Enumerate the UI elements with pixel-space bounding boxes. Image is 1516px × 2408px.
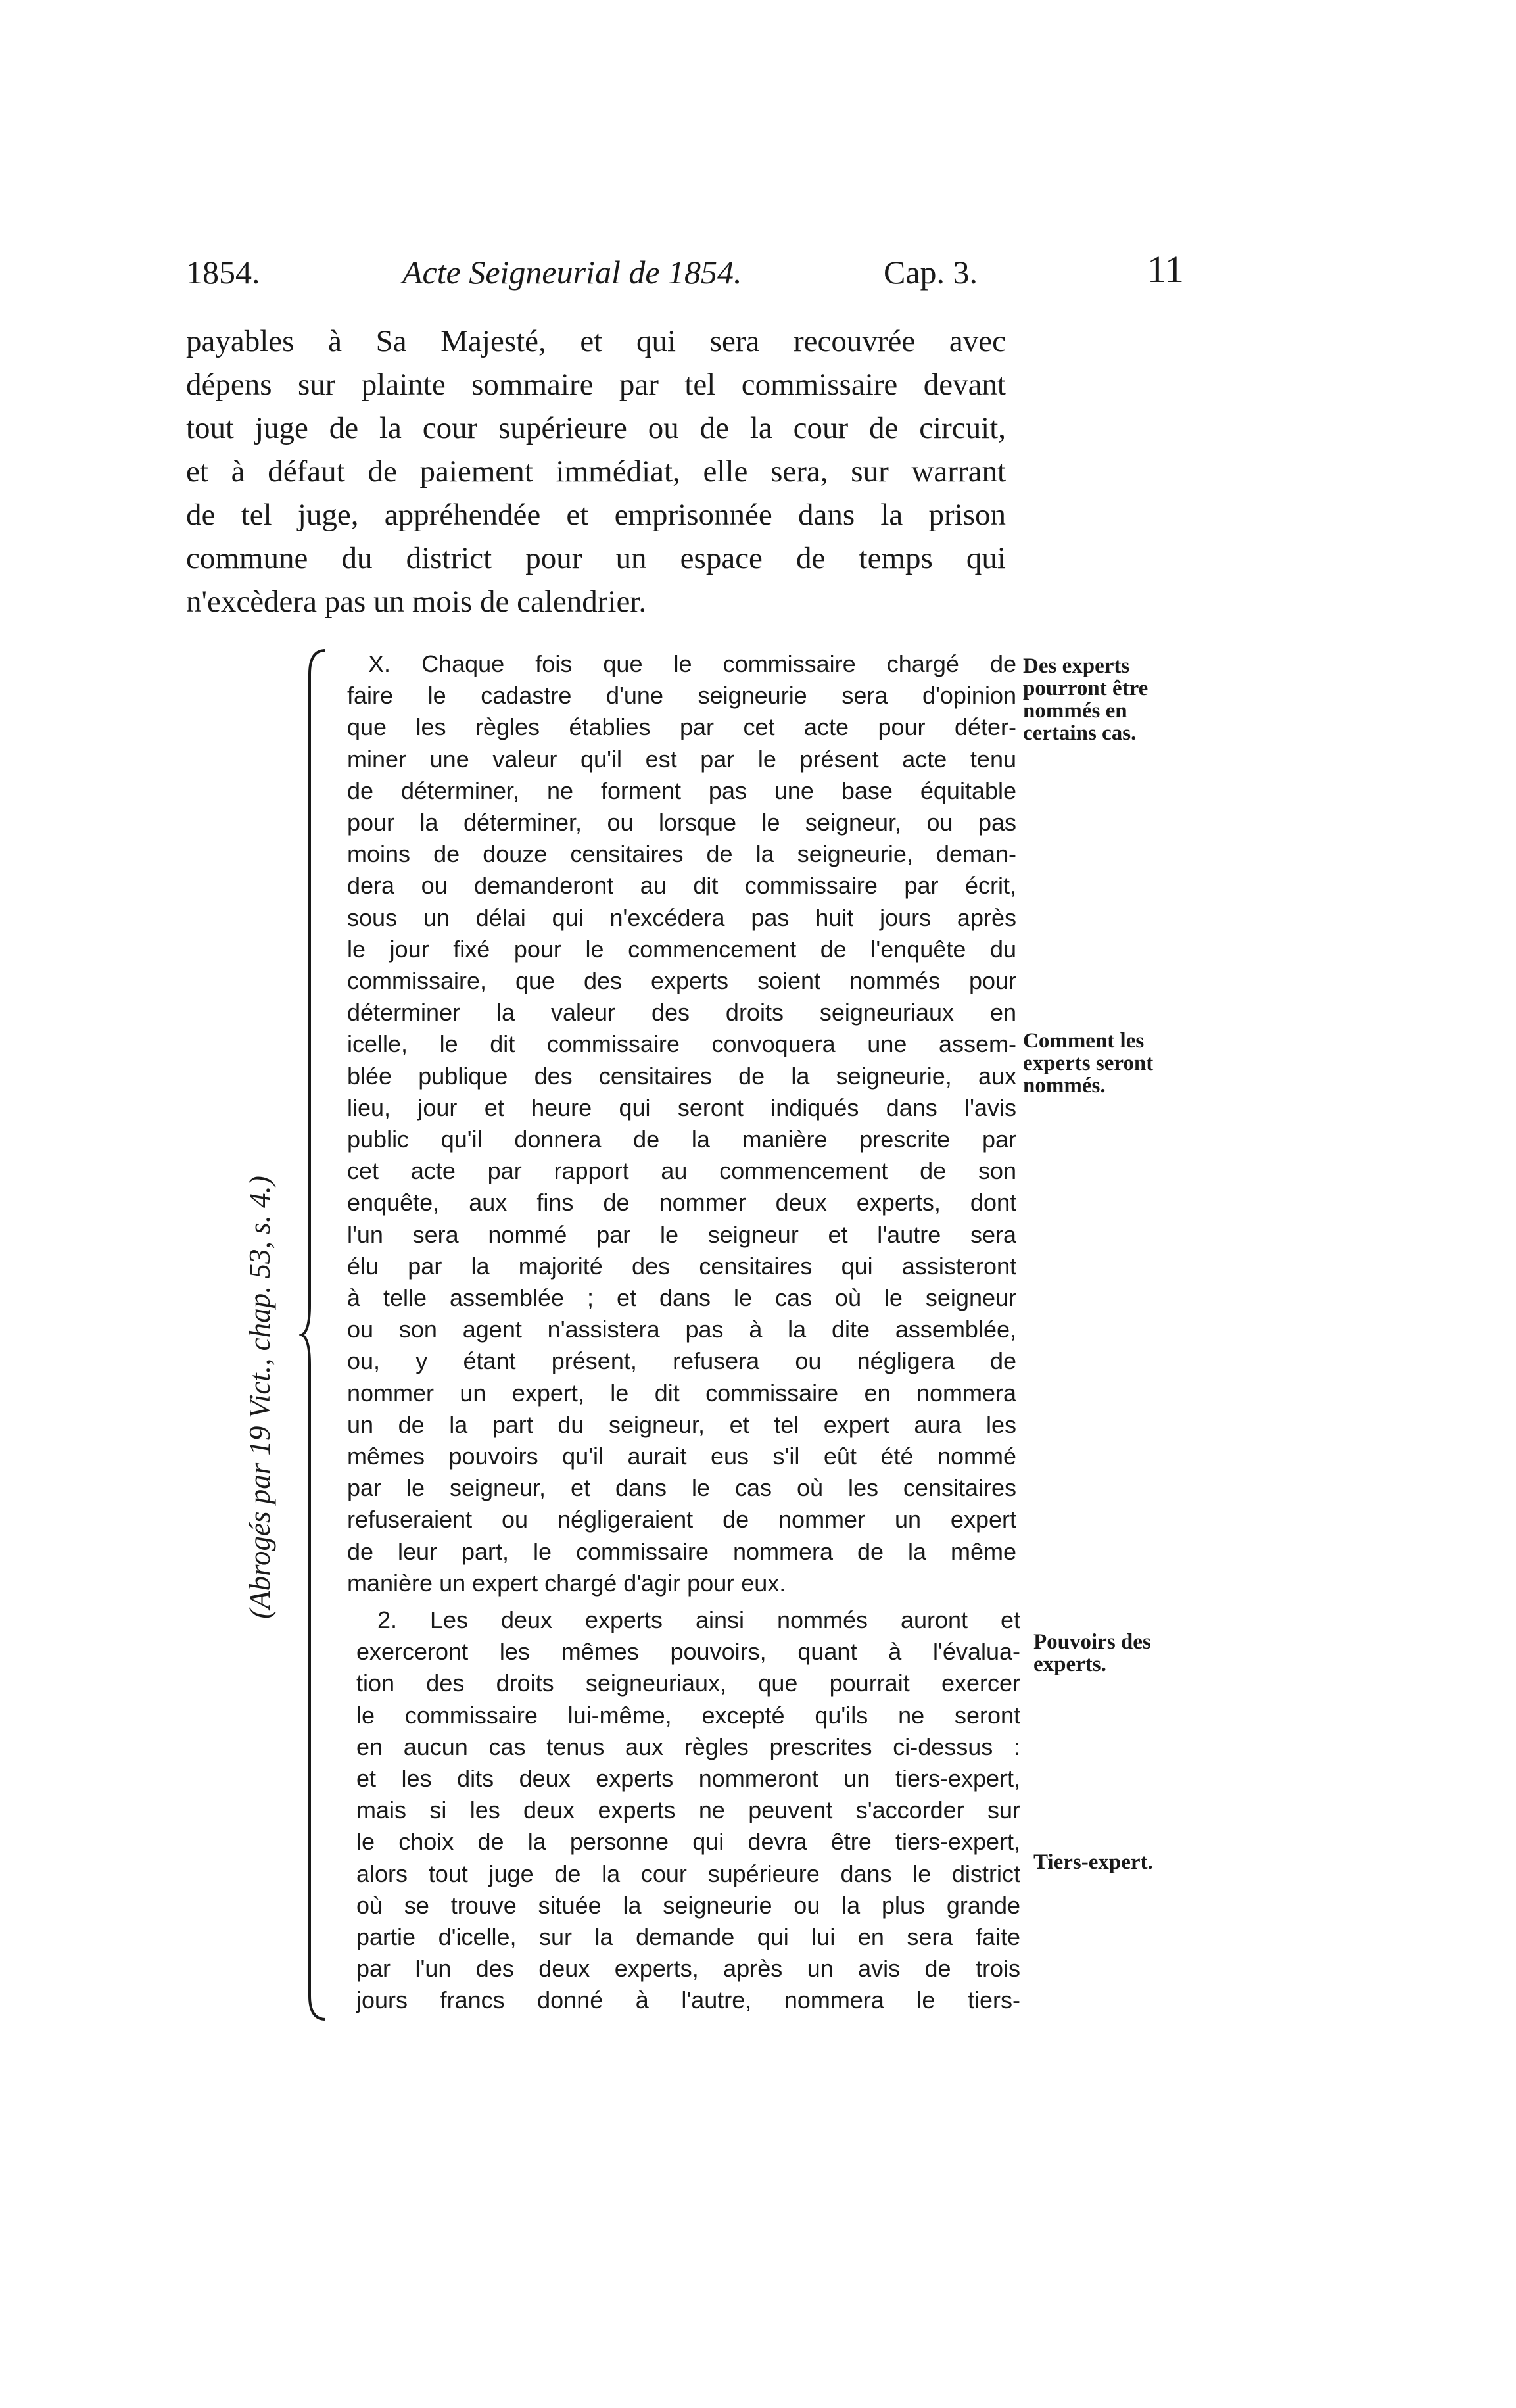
text-line: nommer un expert, le dit commissaire en nommera [347, 1379, 1016, 1407]
text-line: et à défaut de paiement immédiat, elle sera, sur warrant [186, 454, 1006, 489]
text-line: par l'un des deux experts, après un avis de trois [356, 1955, 1020, 1983]
text-line: où se trouve située la seigneurie ou la plus grande [356, 1891, 1020, 1919]
text-line: dépens sur plainte sommaire par tel commissaire devant [186, 368, 1006, 402]
margin-note-line: certains cas. [1023, 721, 1137, 745]
text-line: un de la part du seigneur, et tel expert aura les [347, 1410, 1016, 1438]
text-line: payables à Sa Majesté, et qui sera recouvrée avec [186, 324, 1006, 358]
text-line: à telle assemblée ; et dans le cas où le seigneur [347, 1284, 1016, 1312]
text-line: sous un délai qui n'excédera pas huit jours après [347, 903, 1016, 931]
text-line: refuseraient ou négligeraient de nommer un expert [347, 1506, 1016, 1533]
text-line: manière un expert chargé d'agir pour eux. [347, 1569, 786, 1597]
section-2-first-line: 2. Les deux experts ainsi nommés auront et [377, 1606, 1020, 1633]
header-year: 1854. [186, 254, 260, 291]
text-line: tion des droits seigneuriaux, que pourrait exercer [356, 1670, 1020, 1697]
margin-note-how-appointed [1023, 1030, 1153, 1097]
page-number: 11 [1147, 248, 1184, 291]
margin-note-third-expert [1033, 1851, 1153, 1873]
text-line: miner une valeur qu'il est par le présent acte tenu [347, 745, 1016, 773]
margin-note-experts-appointed [1023, 655, 1148, 744]
text-line: de tel juge, appréhendée et emprisonnée dans la prison [186, 498, 1006, 532]
margin-note-line: Pouvoirs des [1033, 1630, 1151, 1654]
text-line: en aucun cas tenus aux règles prescrites ci-dessus : [356, 1733, 1020, 1760]
text-line: partie d'icelle, sur la demande qui lui en sera faite [356, 1923, 1020, 1951]
text-line: élu par la majorité des censitaires qui assisteront [347, 1252, 1016, 1280]
text-line: n'excèdera pas un mois de calendrier. [186, 585, 647, 619]
margin-note-line: experts. [1033, 1652, 1106, 1676]
text-line: par le seigneur, et dans le cas où les censitaires [347, 1474, 1016, 1502]
text-line: ou, y étant présent, refusera ou négligera de [347, 1347, 1016, 1375]
margin-note-line: nommés en [1023, 699, 1127, 723]
text-line: que les règles établies par cet acte pour déter- [347, 713, 1016, 741]
section-x [347, 648, 1016, 1599]
text-line: mêmes pouvoirs qu'il aurait eus s'il eût été nommé [347, 1443, 1016, 1470]
text-line: et les dits deux experts nommeront un tiers-expert, [356, 1765, 1020, 1793]
text-line: public qu'il donnera de la manière prescrite par [347, 1126, 1016, 1153]
text-line: cet acte par rapport au commencement de son [347, 1157, 1016, 1185]
repeal-side-note: (Abrogés par 19 Vict., chap. 53, s. 4.) [243, 1176, 276, 1619]
intro-paragraph [186, 320, 1006, 623]
text-line: commissaire, que des experts soient nommés pour [347, 967, 1016, 995]
margin-note-line: nommés. [1023, 1074, 1106, 1097]
text-line: exerceront les mêmes pouvoirs, quant à l'évalua- [356, 1638, 1020, 1666]
text-line: l'un sera nommé par le seigneur et l'autre sera [347, 1220, 1016, 1248]
text-line: de leur part, le commissaire nommera de la même [347, 1537, 1016, 1565]
margin-note-line: experts seront [1023, 1051, 1154, 1075]
text-line: icelle, le dit commissaire convoquera une assem- [347, 1030, 1016, 1058]
text-line: mais si les deux experts ne peuvent s'accorder sur [356, 1796, 1020, 1824]
text-line: blée publique des censitaires de la seigneurie, aux [347, 1062, 1016, 1090]
text-line: de déterminer, ne forment pas une base équitable [347, 777, 1016, 804]
text-line: ou son agent n'assistera pas à la dite assemblée, [347, 1316, 1016, 1343]
margin-note-line: Tiers-expert. [1033, 1850, 1153, 1874]
text-line: alors tout juge de la cour supérieure dans le district [356, 1860, 1020, 1887]
text-line: dera ou demanderont au dit commissaire par écrit, [347, 872, 1016, 900]
margin-note-line: Comment les [1023, 1029, 1145, 1053]
text-line: déterminer la valeur des droits seigneuriaux en [347, 999, 1016, 1026]
text-line: le choix de la personne qui devra être tiers-expert, [356, 1828, 1020, 1856]
text-line: le commissaire lui-même, excepté qu'ils ne seront [356, 1701, 1020, 1729]
header-chapter: Cap. 3. [884, 254, 978, 291]
text-line: enquête, aux fins de nommer deux experts, dont [347, 1189, 1016, 1216]
text-line: faire le cadastre d'une seigneurie sera d'opinion [347, 682, 1016, 710]
section-2 [356, 1604, 1020, 2017]
text-line: lieu, jour et heure qui seront indiqués dans l'avis [347, 1094, 1016, 1121]
text-line: tout juge de la cour supérieure ou de la cour de circuit, [186, 411, 1006, 445]
brace-bracket [299, 648, 339, 2022]
margin-note-experts-powers [1033, 1631, 1151, 1675]
margin-note-line: pourront être [1023, 677, 1149, 700]
section-x-first-line: X. Chaque fois que le commissaire chargé de [368, 650, 1016, 677]
margin-note-line: Des experts [1023, 654, 1130, 678]
text-line: pour la déterminer, ou lorsque le seigneur, ou pas [347, 809, 1016, 836]
header-title: Acte Seigneurial de 1854. [402, 254, 742, 291]
text-line: commune du district pour un espace de temps qui [186, 541, 1006, 575]
text-line: le jour fixé pour le commencement de l'enquête du [347, 935, 1016, 963]
text-line: moins de douze censitaires de la seigneurie, deman- [347, 840, 1016, 868]
text-line: jours francs donné à l'autre, nommera le tiers- [356, 1987, 1020, 2014]
